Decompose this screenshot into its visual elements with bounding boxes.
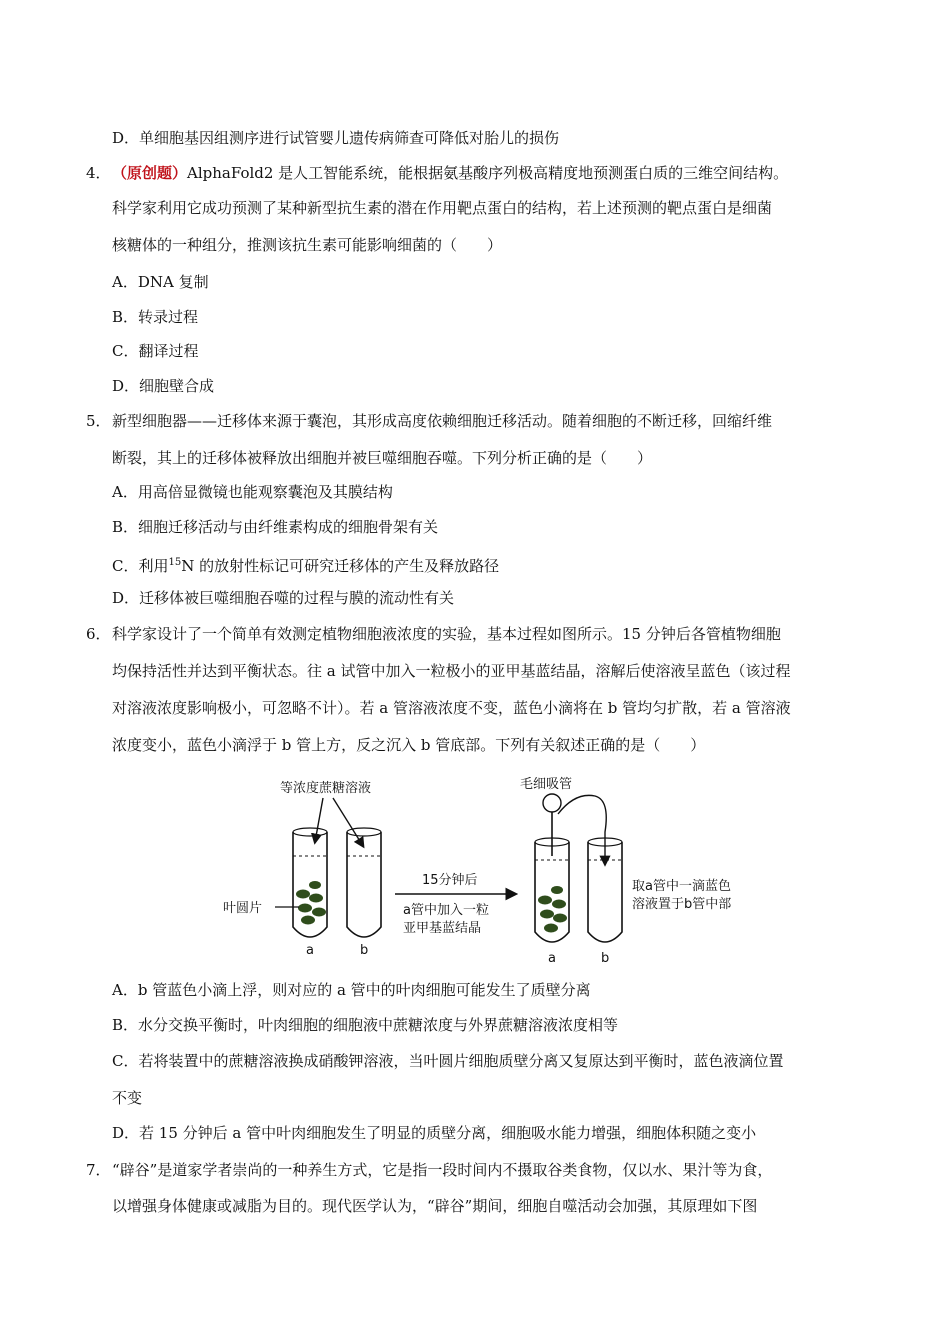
q6-number: 6． bbox=[86, 625, 111, 643]
q5-stem-line2: 断裂，其上的迁移体被释放出细胞并被巨噬细胞吞噬。下列分析正确的是（ ） bbox=[112, 449, 653, 467]
q5-stem-line1: 新型细胞器——迁移体来源于囊泡，其形成高度依赖细胞迁移活动。随着细胞的不断迁移，回缩纤维 bbox=[112, 412, 773, 430]
q5-number: 5． bbox=[86, 412, 111, 430]
solution-label: 等浓度蔗糖溶液 bbox=[280, 781, 372, 796]
leaf-disc-label: 叶圆片 bbox=[223, 901, 263, 916]
arrow-label-time: 15分钟后 bbox=[422, 873, 478, 888]
q6-stem-line4: 浓度变小，蓝色小滴浮于 b 管上方，反之沉入 b 管底部。下列有关叙述正确的是（ ） bbox=[112, 736, 706, 754]
q4-option-d: D．细胞壁合成 bbox=[112, 377, 215, 395]
q7-stem-line2: 以增强身体健康或减脂为目的。现代医学认为，“辟谷”期间，细胞自噬活动会加强，其原理如下图 bbox=[112, 1197, 758, 1215]
q5-option-c bbox=[112, 553, 499, 576]
q5-option-c-post: N 的放射性标记可研究迁移体的产生及释放路径 bbox=[181, 557, 500, 575]
q4-stem-line3: 核糖体的一种组分，推测该抗生素可能影响细菌的（ ） bbox=[112, 236, 503, 254]
q4-number: 4． bbox=[86, 164, 111, 182]
q6-option-d: D．若 15 分钟后 a 管中叶肉细胞发生了明显的质壁分离，细胞吸水能力增强，细胞体积随之变小 bbox=[112, 1124, 757, 1142]
q4-option-a: A．DNA 复制 bbox=[112, 273, 209, 291]
q4-stem-line2: 科学家利用它成功预测了某种新型抗生素的潜在作用靶点蛋白的结构，若上述预测的靶点蛋白是细菌 bbox=[112, 199, 773, 217]
original-tag: （原创题） bbox=[112, 164, 188, 182]
capillary-pipette bbox=[543, 794, 606, 864]
tube-b-label: b bbox=[360, 943, 369, 958]
experiment-figure bbox=[215, 772, 755, 972]
tube-b-left bbox=[347, 828, 381, 937]
q6-option-a: A．b 管蓝色小滴上浮，则对应的 a 管中的叶肉细胞可能发生了质壁分离 bbox=[112, 981, 591, 999]
q6-option-c-line1: C．若将装置中的蔗糖溶液换成硝酸钾溶液，当叶圆片细胞质壁分离又复原达到平衡时，蓝色液滴位置 bbox=[112, 1052, 784, 1070]
tube-a-left bbox=[293, 828, 327, 937]
isotope-mass-number: 15 bbox=[168, 557, 182, 568]
q5-option-a: A．用高倍显微镜也能观察囊泡及其膜结构 bbox=[112, 483, 393, 501]
q5-option-d: D．迁移体被巨噬细胞吞噬的过程与膜的流动性有关 bbox=[112, 589, 455, 607]
q6-stem-line2: 均保持活性并达到平衡状态。往 a 试管中加入一粒极小的亚甲基蓝结晶，溶解后使溶液呈蓝色（该过程 bbox=[112, 662, 791, 680]
q4-stem-text: AlphaFold2 是人工智能系统，能根据氨基酸序列极高精度地预测蛋白质的三维空间结构。 bbox=[187, 164, 789, 182]
pipette-label: 毛细吸管 bbox=[520, 777, 573, 792]
q6-stem-line1: 科学家设计了一个简单有效测定植物细胞液浓度的实验，基本过程如图所示。15 分钟后各管植物细胞 bbox=[112, 625, 781, 643]
q6-option-b: B．水分交换平衡时，叶肉细胞的细胞液中蔗糖浓度与外界蔗糖溶液浓度相等 bbox=[112, 1016, 619, 1034]
q7-number: 7． bbox=[86, 1161, 111, 1179]
arrow-label-step1: a管中加入一粒 bbox=[403, 903, 489, 918]
q7-stem-line1: “辟谷”是道家学者崇尚的一种养生方式，它是指一段时间内不摄取谷类食物，仅以水、果汁等为食， bbox=[112, 1161, 773, 1179]
arrow-label-step2: 亚甲基蓝结晶 bbox=[403, 921, 482, 936]
q6-stem-line3: 对溶液浓度影响极小，可忽略不计）。若 a 管溶液浓度不变，蓝色小滴将在 b 管均匀扩散，若 a 管溶液 bbox=[112, 699, 791, 717]
q4-option-b: B．转录过程 bbox=[112, 308, 199, 326]
right-caption-line2: 溶液置于b管中部 bbox=[632, 897, 732, 912]
q5-option-c-pre: C．利用 bbox=[112, 557, 169, 575]
tube-a2-label: a bbox=[548, 951, 556, 966]
q5-option-b: B．细胞迁移活动与由纤维素构成的细胞骨架有关 bbox=[112, 518, 439, 536]
tube-a-label: a bbox=[306, 943, 314, 958]
q3-option-d: D．单细胞基因组测序进行试管婴儿遗传病筛查可降低对胎儿的损伤 bbox=[112, 129, 560, 147]
right-caption-line1: 取a管中一滴蓝色 bbox=[632, 879, 731, 894]
arrow-to-tube-b bbox=[333, 798, 363, 846]
tube-b2-label: b bbox=[601, 951, 610, 966]
q6-option-c-line2: 不变 bbox=[112, 1089, 143, 1107]
q4-option-c: C．翻译过程 bbox=[112, 342, 199, 360]
q4-stem-line1 bbox=[112, 163, 788, 183]
